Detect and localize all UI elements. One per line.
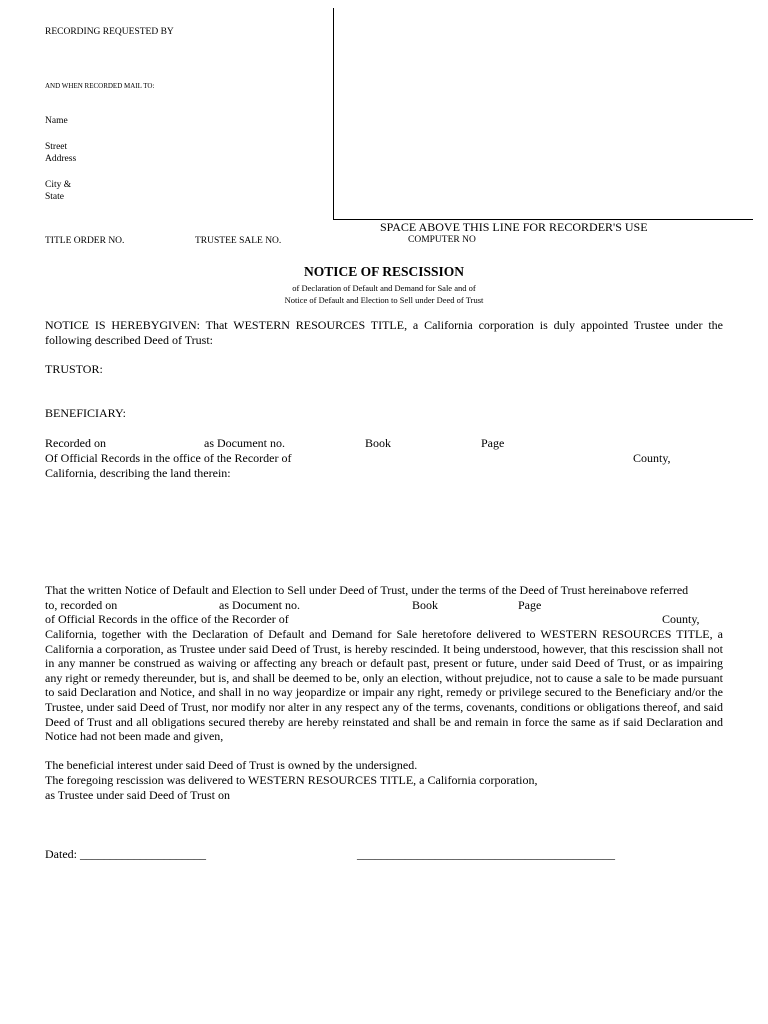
recording-requested-by-label: RECORDING REQUESTED BY [45,27,174,37]
city-label: City & [45,180,72,190]
computer-no-label: COMPUTER NO [408,235,476,245]
official-records-label: Of Official Records in the office of the Recorder of [45,451,292,465]
signature-line[interactable]: ___________________________________________ [357,847,615,861]
p2-recorded-on-label: to, recorded on [45,598,118,612]
recorders-use-label: SPACE ABOVE THIS LINE FOR RECORDER'S USE [380,220,648,234]
page-label: Page [481,436,505,450]
p2-as-document-no-label: as Document no. [219,598,300,612]
trustee-on-line: as Trustee under said Deed of Trust on [45,788,230,802]
dated-field[interactable]: Dated: _____________________ [45,847,206,861]
street-label: Street [45,142,68,152]
as-document-no-label: as Document no. [204,436,285,450]
document-subtitle-1: of Declaration of Default and Demand for Sale and of [292,283,476,293]
beneficial-interest-line: The beneficial interest under said Deed of Trust is owned by the undersigned. [45,758,418,772]
trustor-label: TRUSTOR: [45,362,103,376]
document-subtitle-2: Notice of Default and Election to Sell under Deed of Trust [284,295,484,305]
p2-county-label: County, [662,612,700,626]
p2-book-label: Book [412,598,439,612]
book-label: Book [365,436,392,450]
p2-page-label: Page [518,598,542,612]
p2-official-records-label: of Official Records in the office of the Recorder of [45,612,289,626]
state-label: State [45,192,64,202]
county-label: County, [633,451,671,465]
trustee-sale-no-label: TRUSTEE SALE NO. [195,236,282,246]
beneficiary-label: BENEFICIARY: [45,406,126,420]
rescission-delivered-line: The foregoing rescission was delivered to WESTERN RESOURCES TITLE, a California corporation, [45,773,538,787]
california-land-label: California, describing the land therein: [45,466,231,480]
name-label: Name [45,116,68,126]
recorded-on-label: Recorded on [45,436,106,450]
title-order-no-label: TITLE ORDER NO. [45,236,125,246]
p2-body-paragraph: California, together with the Declaration of Default and Demand for Sale heretofore delivered to WESTERN RESOURCES TITLE, a California a corporation, as Trustee under said Deed of Trust, is hereby rescinded. It being understood, however, that this rescission shall not in any manner be construed as waiving or affecting any breach or default past, present or future, under said Deed of Trust, or as impairing any right or remedy thereunder, but is, and shall be deemed to be, only an election, without prejudice, not to cause a sale to be made pursuant to said Declaration and Notice, and shall in no way jeopardize or impair any right, remedy or privilege secured to the Beneficiary and/or the Trustee, under said Deed of Trust, nor modify nor alter in any respect any of the terms, covenants, conditions or obligations thereof, and said Deed of Trust and all obligations secured thereby are hereby reinstated and shall be and remain in force the same as if said Declaration and Notice had not been made and given, [45,627,723,744]
when-recorded-mail-to-label: AND WHEN RECORDED MAIL TO: [45,82,155,90]
recorder-vertical-divider [333,8,334,220]
document-title: NOTICE OF RESCISSION [303,264,465,279]
address-label: Address [45,154,77,164]
intro-paragraph: NOTICE IS HEREBYGIVEN: That WESTERN RESOURCES TITLE, a California corporation is duly appointed Trustee under the following described Deed of Trust: [45,318,723,347]
p2-line-1: That the written Notice of Default and Election to Sell under Deed of Trust, under the terms of the Deed of Trust hereinabove referred [45,583,689,597]
